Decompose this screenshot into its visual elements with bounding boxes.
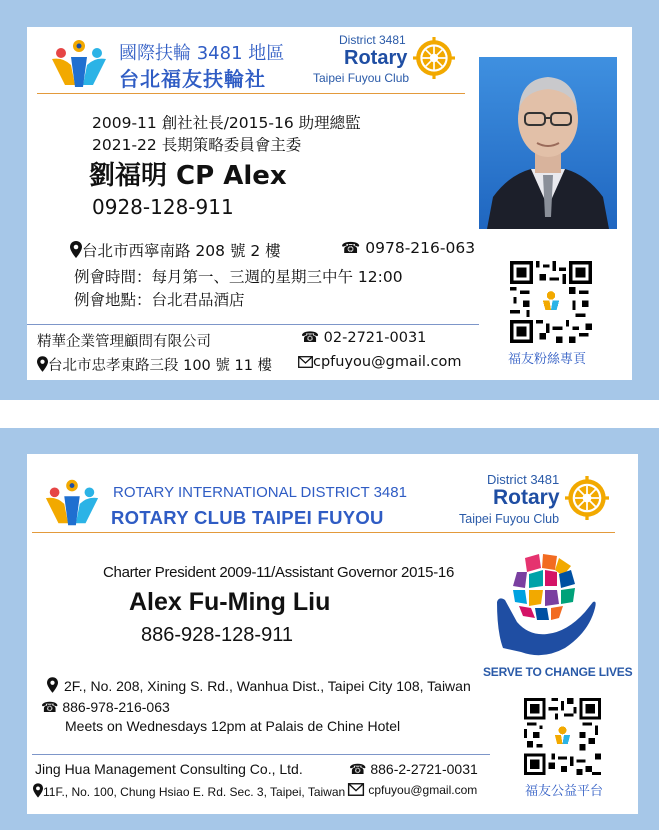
company-address-text: 11F., No. 100, Chung Hsiao E. Rd. Sec. 3, Taipei, Taiwan <box>43 785 346 799</box>
email-line <box>347 783 477 797</box>
company-name: Jing Hua Management Consulting Co., Ltd. <box>35 761 303 777</box>
rotary-club-name: Taipei Fuyou Club <box>313 71 410 85</box>
email-text: cpfuyou@gmail.com <box>313 354 462 370</box>
serve-hands-icon <box>495 552 597 662</box>
location-pin-icon <box>70 241 82 258</box>
rotary-district: District 3481 <box>339 33 406 47</box>
business-card-english <box>27 454 638 814</box>
company-name: 精華企業管理顧問有限公司 <box>37 334 211 350</box>
phone-text: 886-978-216-063 <box>62 699 170 715</box>
phone-icon: ☎ <box>349 761 367 777</box>
phone-line <box>41 699 170 716</box>
club-title: 台北福友扶輪社 <box>119 67 266 91</box>
role-line: Charter President 2009-11/Assistant Governor 2015-16 <box>103 564 454 581</box>
role-line-1: 2009-11 創社社長/2015-16 助理總監 <box>92 114 361 132</box>
rotary-district: District 3481 <box>487 472 560 487</box>
address-text: 台北市西寧南路 208 號 2 樓 <box>82 242 281 260</box>
club-title: ROTARY CLUB TAIPEI FUYOU <box>111 507 384 528</box>
mail-icon <box>347 783 365 796</box>
phone-line <box>341 239 475 257</box>
portrait-photo <box>479 57 617 229</box>
address-text: 2F., No. 208, Xining S. Rd., Wanhua Dist., Taipei City 108, Taiwan <box>64 678 471 694</box>
phone-icon: ☎ <box>301 330 320 346</box>
company-divider <box>32 754 490 755</box>
company-phone-line <box>349 761 478 778</box>
meeting-place: 例會地點：台北君品酒店 <box>74 291 245 309</box>
location-pin-icon <box>33 783 43 798</box>
qr-caption: 福友公益平台 <box>525 784 604 799</box>
theme-slogan: SERVE TO CHANGE LIVES <box>483 665 633 679</box>
club-logo-icon <box>43 474 101 530</box>
company-phone-text: 02-2721-0031 <box>323 330 427 346</box>
meeting-time: 例會時間：每月第一、三週的星期三中午 12:00 <box>74 268 403 286</box>
mobile-number: 886-928-128-911 <box>141 624 293 646</box>
rotary-wheel-icon <box>565 476 609 520</box>
business-card-chinese <box>27 27 632 380</box>
header-divider <box>32 532 615 533</box>
district-title: ROTARY INTERNATIONAL DISTRICT 3481 <box>113 484 407 501</box>
company-phone-line <box>301 330 426 346</box>
rotary-wordmark: Rotary <box>344 47 408 69</box>
email-line <box>298 354 461 370</box>
rotary-wheel-icon <box>413 37 455 79</box>
mail-icon <box>298 356 313 368</box>
mobile-number: 0928-128-911 <box>92 195 234 219</box>
phone-text: 0978-216-063 <box>365 239 476 257</box>
header-divider <box>37 93 465 94</box>
address-line <box>70 239 281 261</box>
person-name: 劉福明 CP Alex <box>89 161 287 191</box>
company-address-line <box>33 783 345 799</box>
company-divider <box>27 324 479 325</box>
rotary-club-name: Taipei Fuyou Club <box>459 512 560 526</box>
qr-caption: 福友粉絲專頁 <box>508 352 587 367</box>
role-line-2: 2021-22 長期策略委員會主委 <box>92 136 302 154</box>
location-pin-icon <box>47 677 58 693</box>
company-address-text: 台北市忠孝東路三段 100 號 11 樓 <box>48 358 273 374</box>
company-phone-text: 886-2-2721-0031 <box>370 761 478 777</box>
club-logo-icon <box>49 37 109 89</box>
qr-code-icon <box>524 698 601 775</box>
district-title: 國際扶輪 3481 地區 <box>119 43 285 64</box>
phone-icon: ☎ <box>41 699 59 715</box>
meeting-text: Meets on Wednesdays 12pm at Palais de Chine Hotel <box>65 718 401 734</box>
phone-icon: ☎ <box>341 239 361 257</box>
location-pin-icon <box>37 356 48 372</box>
person-name: Alex Fu-Ming Liu <box>129 588 331 616</box>
qr-code-icon <box>510 261 592 343</box>
rotary-wordmark: Rotary <box>493 486 560 509</box>
company-address-line <box>37 354 272 375</box>
email-text: cpfuyou@gmail.com <box>368 783 478 797</box>
